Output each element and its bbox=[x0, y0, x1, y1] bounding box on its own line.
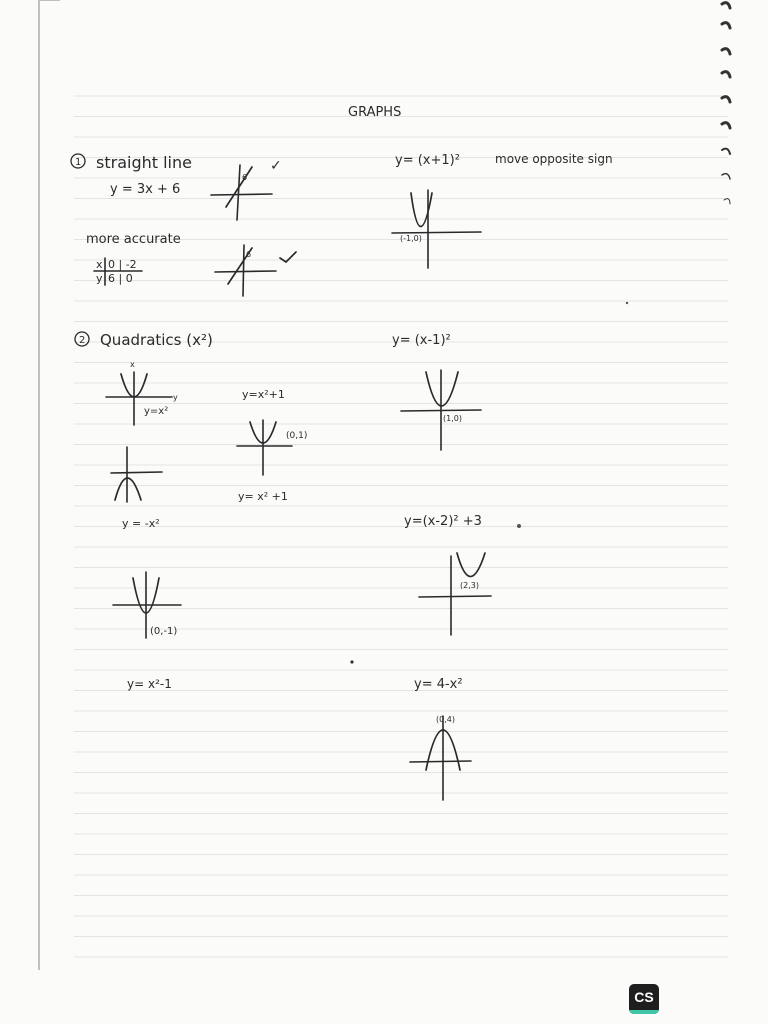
axis-label-right: y bbox=[173, 393, 178, 402]
caption-x-squared-minus-one: y= x²-1 bbox=[127, 677, 172, 691]
graph2-intercept-label: 6 bbox=[246, 250, 252, 259]
pen-dot bbox=[626, 302, 628, 304]
ruled-lines bbox=[74, 96, 728, 957]
graph-y-x-plus-one-squared bbox=[392, 152, 613, 268]
graph-y-x-minus-two-squared-plus-three bbox=[404, 514, 491, 635]
straight-line-graph-2 bbox=[215, 245, 296, 296]
point-0-4: (0,4) bbox=[436, 715, 455, 724]
check-mark-1: ✓ bbox=[270, 158, 282, 174]
caption-x-squared-plus-one: y= x² +1 bbox=[238, 490, 288, 503]
graph-y-equals-x-squared bbox=[106, 360, 178, 425]
eq-four-minus-x-squared: y= 4-x² bbox=[414, 677, 463, 692]
values-table bbox=[94, 258, 142, 285]
table-x-values: 0 | -2 bbox=[108, 258, 137, 271]
section1-heading: straight line bbox=[96, 153, 192, 172]
section2-heading: Quadratics (x²) bbox=[100, 331, 213, 349]
axis-label-top: x bbox=[130, 360, 135, 369]
badge-text: CS bbox=[634, 989, 654, 1005]
page-title: GRAPHS bbox=[348, 105, 402, 120]
graph-y-x-squared-minus-one bbox=[113, 572, 181, 691]
point-1-0: (1,0) bbox=[443, 414, 462, 423]
graph-y-x-minus-one-squared bbox=[392, 333, 481, 450]
section2-number: 2 bbox=[79, 335, 86, 346]
point-0-1: (0,1) bbox=[286, 431, 308, 441]
section1-equation: y = 3x + 6 bbox=[110, 182, 181, 197]
point-0-neg1: (0,-1) bbox=[150, 626, 178, 637]
straight-line-graph-1 bbox=[211, 158, 282, 220]
spiral-binding bbox=[722, 3, 730, 204]
eq-x-plus-one-squared: y= (x+1)² bbox=[395, 153, 460, 168]
check-mark-2 bbox=[280, 252, 296, 262]
caption-y-x-squared: y=x² bbox=[144, 406, 169, 417]
eq-x-minus-one-squared: y= (x-1)² bbox=[392, 333, 451, 348]
caption-neg-x-squared: y = -x² bbox=[122, 517, 160, 530]
table-y-values: 6 | 0 bbox=[108, 272, 133, 285]
note-move-opposite-sign: move opposite sign bbox=[495, 152, 613, 166]
camscanner-badge bbox=[629, 984, 659, 1014]
point-neg1-0: (-1,0) bbox=[400, 234, 422, 243]
table-x-label: x bbox=[96, 258, 103, 271]
pen-dot bbox=[350, 660, 353, 663]
eq-x-minus-two-squared-plus-three: y=(x-2)² +3 bbox=[404, 514, 482, 529]
graph-y-four-minus-x-squared bbox=[410, 677, 471, 800]
graph-y-neg-x-squared bbox=[111, 447, 162, 530]
section1-note: more accurate bbox=[86, 232, 181, 247]
eq-x-squared-plus-one: y=x²+1 bbox=[242, 388, 285, 401]
table-y-label: y bbox=[96, 272, 103, 285]
pen-dot bbox=[517, 524, 521, 528]
graph1-intercept-label: 6 bbox=[242, 173, 248, 182]
point-2-3: (2,3) bbox=[460, 581, 479, 590]
section1-number: 1 bbox=[75, 157, 82, 168]
